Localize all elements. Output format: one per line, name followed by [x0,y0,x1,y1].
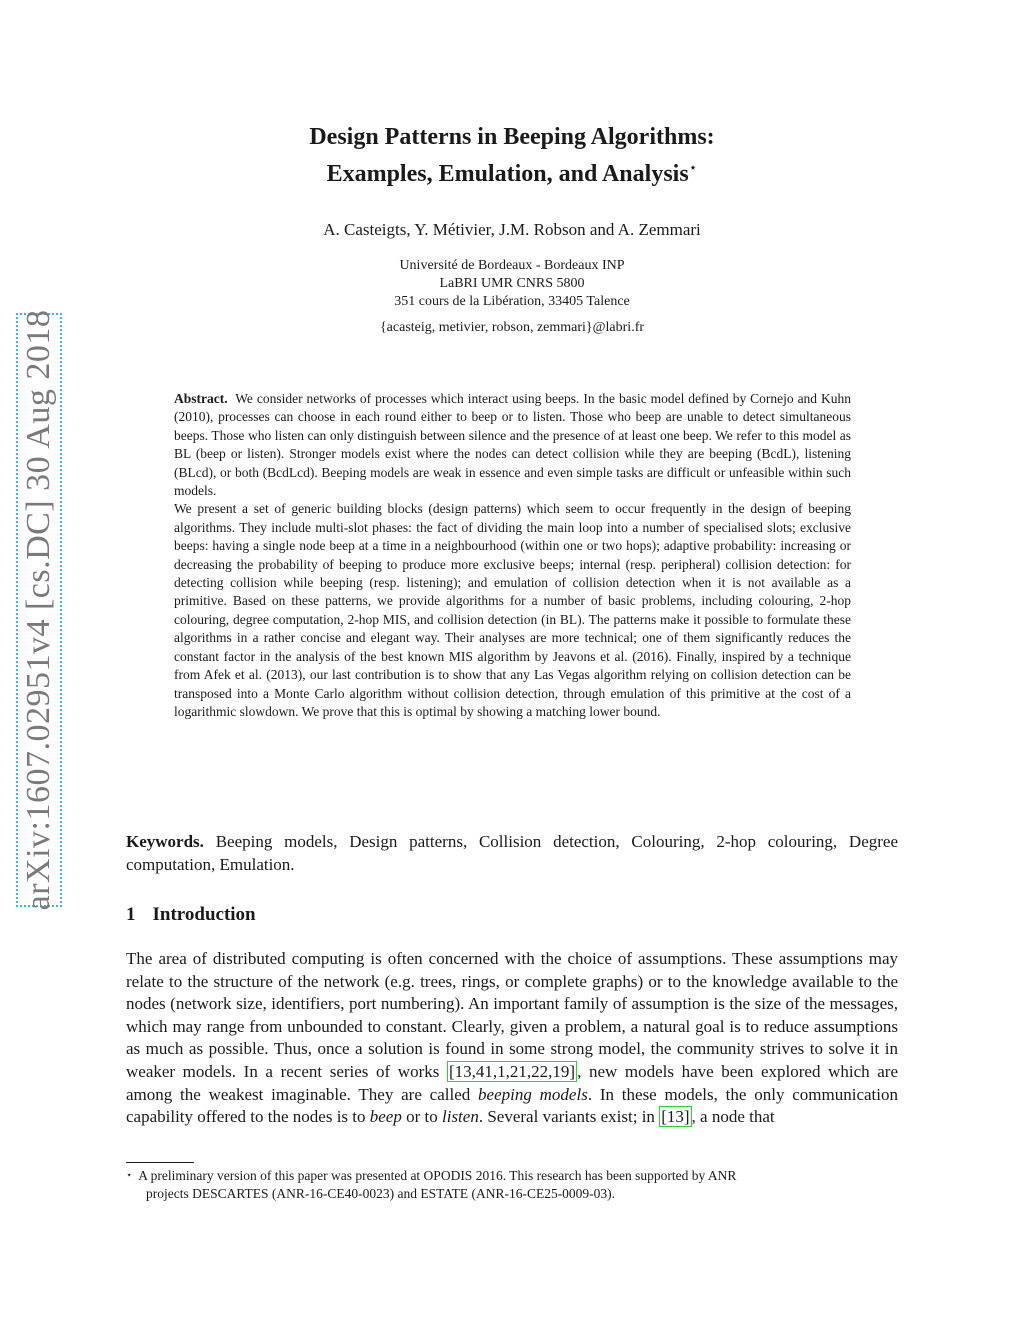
footnote-mark: ⋆ [126,1170,133,1181]
citation-link[interactable]: [13,41,1,21,22,19] [448,1061,576,1081]
affiliation-line-1: Université de Bordeaux - Bordeaux INP [399,258,625,273]
keywords [126,831,898,876]
footnote-line-2: projects DESCARTES (ANR-16-CE40-0023) and ESTATE (ANR-16-CE25-0009-03). [146,1186,616,1201]
footnote [126,1167,898,1203]
abstract-paragraph-2: We present a set of generic building blocks (design patterns) which seem to occur frequently in the design of beeping algorithms. They include multi-slot phases: the fact of dividing the main loop into a number of specialised slots; exclusive beeps: having a single node beep at a time in a neighbourhood (within one or two hops); adaptive probability: increasing or decreasing the probability of beeping to produce more exclusive beeps; internal (resp. peripheral) collision detection: for detecting collision while beeping (resp. listening); and emulation of collision detection when it is not available as a primitive. Based on these patterns, we provide algorithms for a number of basic problems, including colouring, 2-hop colouring, degree computation, 2-hop MIS, and collision detection (in BL). The patterns make it possible to formulate these algorithms in a rather concise and elegant way. Their analyses are more technical; one of them significantly reduces the constant factor in the analysis of the best known MIS algorithm by Jeavons et al. (2016). Finally, inspired by a technique from Afek et al. (2013), our last contribution is to show that any Las Vegas algorithm relying on collision detection can be transposed into a Monte Carlo algorithm without collision detection, through emulation of this primitive at the cost of a logarithmic slowdown. We prove that this is optimal by showing a matching lower bound. [174,501,851,719]
author-emails: {acasteig, metivier, robson, zemmari}@labri.fr [379,320,645,335]
title-footnote-mark: ⋆ [688,161,698,176]
affiliation-line-2: LaBRI UMR CNRS 5800 [439,276,585,291]
abstract-text-1: We consider networks of processes which interact using beeps. In the basic model defined by Cornejo and Kuhn (2010), processes can choose in each round either to beep or to listen. Those who beep are unable to detect simultaneous beeps. Those who listen can only distinguish between silence and the presence of at least one beep. We refer to this model as BL (beep or listen). Stronger models exist where the nodes can detect collision while they are beeping (BcdL), listening (BLcd), or both (BcdLcd). Beeping models are weak in essence and even simple tasks are difficult or unfeasible within such models. [174,391,851,499]
affiliation [0,257,1024,311]
abstract-paragraph-1 [174,390,851,500]
section-title: Introduction [152,904,256,925]
footnote-line-1: A preliminary version of this paper was presented at OPODIS 2016. This research has been supported by ANR [138,1168,737,1183]
keywords-label: Keywords. [126,832,204,851]
arxiv-identifier: arXiv:1607.02951v4 [cs.DC] 30 Aug 2018 [20,309,57,911]
abstract [174,390,851,721]
authors: A. Casteigts, Y. Métivier, J.M. Robson and A. Zemmari [323,220,701,239]
title-line-1: Design Patterns in Beeping Algorithms: [309,124,715,150]
section-number: 1 [126,904,136,925]
arxiv-stamp [16,309,62,911]
abstract-label: Abstract. [174,391,228,406]
paper-title [0,122,1024,190]
citation-link[interactable]: [13] [661,1107,690,1127]
footnote-divider [126,1162,194,1163]
section-heading [126,904,256,926]
title-line-2: Examples, Emulation, and Analysis⋆ [326,161,698,187]
affiliation-line-3: 351 cours de la Libération, 33405 Talence [394,294,630,309]
keywords-text: Beeping models, Design patterns, Collision detection, Colouring, 2-hop colouring, Degree computation, Emulation. [126,832,898,874]
introduction-paragraph: The area of distributed computing is often concerned with the choice of assumptions. These assumptions may relate to the structure of the network (e.g. trees, rings, or complete graphs) or to the knowledge available to the nodes (network size, identifiers, port numbering). An important family of assumption is the size of the messages, which may range from unbounded to constant. Clearly, given a problem, a natural goal is to reduce assumptions as much as possible. Thus, once a solution is found in some strong model, the community strives to solve it in weaker models. In a recent series of works [13,41,1,21,22,19] , new models have been explored which are among the weakest imaginable. They are called beeping models. In these models, the only communication capability offered to the nodes is to beep or to listen. Several variants exist; in [13] , a node that [126,949,898,1127]
